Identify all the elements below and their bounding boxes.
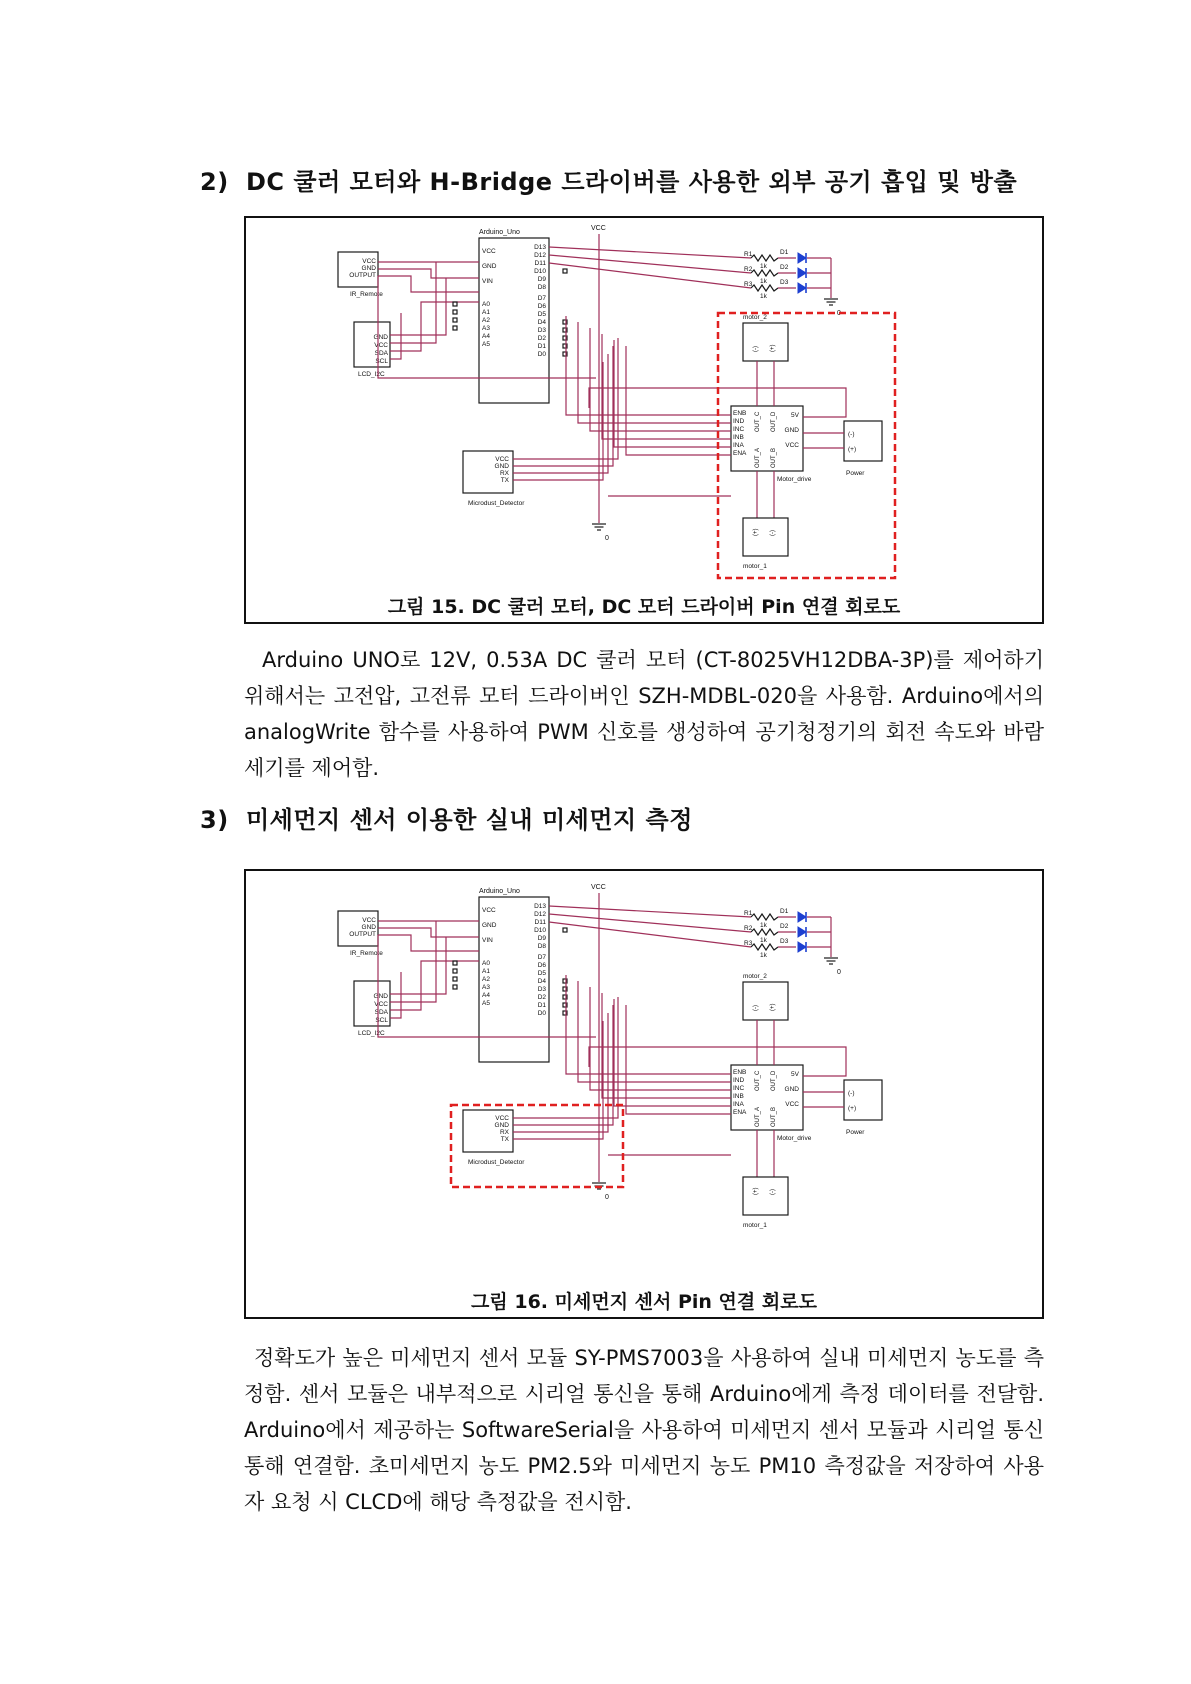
ir-pin: GND bbox=[361, 265, 376, 272]
ir-pin: GND bbox=[361, 924, 376, 931]
diode-symbol bbox=[798, 927, 806, 937]
driver-pin-bottom: OUT_B bbox=[771, 447, 777, 468]
wire bbox=[578, 322, 731, 423]
motor-driver-label: Motor_drive bbox=[777, 1135, 812, 1142]
resistor-value: 1k bbox=[760, 952, 767, 959]
pin-stub bbox=[453, 977, 457, 981]
arduino-pin-left: A3 bbox=[482, 984, 490, 991]
diode-label: D1 bbox=[780, 908, 789, 915]
lcd-pin: SDA bbox=[374, 1009, 388, 1016]
lcd-pin: VCC bbox=[374, 342, 388, 349]
wire bbox=[390, 937, 446, 994]
resistor-label: R2 bbox=[744, 266, 753, 273]
resistor-symbol bbox=[751, 270, 778, 276]
motor-terminal: (+) bbox=[753, 528, 759, 536]
driver-pin-right: VCC bbox=[785, 1101, 799, 1108]
wire bbox=[390, 278, 446, 335]
pin-stub bbox=[453, 961, 457, 965]
driver-pin-top: OUT_C bbox=[755, 411, 761, 432]
arduino-pin-left: A4 bbox=[482, 992, 490, 999]
motor-1-block bbox=[743, 1177, 788, 1215]
arduino-pin-left: VIN bbox=[482, 937, 493, 944]
pin-stub bbox=[453, 969, 457, 973]
diode-symbol bbox=[798, 253, 806, 263]
arduino-pin-right: D7 bbox=[537, 954, 546, 961]
arduino-pin-right: D8 bbox=[537, 943, 546, 950]
motor-2-block bbox=[743, 323, 788, 361]
diode-label: D3 bbox=[780, 938, 789, 945]
wire bbox=[513, 1005, 613, 1125]
section-title: DC 쿨러 모터와 H-Bridge 드라이버를 사용한 외부 공기 흡입 및 방출 bbox=[246, 168, 1018, 196]
diode-label: D2 bbox=[780, 923, 789, 930]
pin-stub bbox=[563, 269, 567, 273]
arduino-pin-right: D6 bbox=[537, 303, 546, 310]
driver-pin-left: ENA bbox=[733, 1109, 747, 1116]
power-label: Power bbox=[846, 1129, 865, 1136]
arduino-pin-right: D0 bbox=[537, 1010, 546, 1017]
arduino-pin-left: A1 bbox=[482, 309, 490, 316]
driver-pin-left: ENB bbox=[733, 1069, 747, 1076]
wire bbox=[513, 346, 613, 466]
motor-terminal: (-) bbox=[753, 346, 759, 352]
motor-1-block bbox=[743, 518, 788, 556]
wire bbox=[378, 928, 479, 937]
arduino-title: Arduino_Uno bbox=[479, 229, 520, 236]
section-3-heading bbox=[200, 800, 693, 835]
wire bbox=[566, 975, 731, 1074]
arduino-pin-right: D12 bbox=[534, 911, 546, 918]
arduino-pin-left: GND bbox=[482, 263, 497, 270]
lcd-label: LCD_I2C bbox=[358, 371, 385, 378]
pin-stub bbox=[453, 318, 457, 322]
schematic-dust-sensor bbox=[246, 871, 1042, 1317]
lcd-pin: VCC bbox=[374, 1001, 388, 1008]
wire bbox=[549, 255, 751, 273]
wire bbox=[390, 961, 479, 1010]
arduino-pin-left: VCC bbox=[482, 907, 496, 914]
diode-symbol bbox=[798, 283, 806, 293]
resistor-value: 1k bbox=[760, 937, 767, 944]
driver-pin-left: INC bbox=[733, 1085, 745, 1092]
power-terminal: (+) bbox=[848, 446, 857, 453]
diode-label: D1 bbox=[780, 249, 789, 256]
arduino-pin-right: D5 bbox=[537, 970, 546, 977]
wire bbox=[513, 354, 608, 473]
ground-label: 0 bbox=[837, 310, 841, 317]
lcd-pin: GND bbox=[373, 334, 388, 341]
highlight-box bbox=[451, 1105, 623, 1187]
lcd-pin: GND bbox=[373, 993, 388, 1000]
arduino-pin-right: D11 bbox=[534, 260, 546, 267]
driver-pin-left: IND bbox=[733, 1077, 745, 1084]
driver-pin-top: OUT_C bbox=[755, 1070, 761, 1091]
driver-pin-left: IND bbox=[733, 418, 745, 425]
arduino-pin-right: D13 bbox=[534, 903, 546, 910]
driver-pin-left: ENB bbox=[733, 410, 747, 417]
wire bbox=[549, 906, 751, 917]
pin-stub bbox=[453, 302, 457, 306]
pin-stub bbox=[453, 310, 457, 314]
microdust-pin: GND bbox=[494, 1122, 509, 1129]
arduino-pin-right: D10 bbox=[534, 268, 546, 275]
driver-pin-right: 5V bbox=[791, 1071, 799, 1078]
diode-symbol bbox=[798, 268, 806, 278]
figure-16-caption: 그림 16. 미세먼지 센서 Pin 연결 회로도 bbox=[471, 1291, 817, 1313]
paragraph-motor-control: Arduino UNO로 12V, 0.53A DC 쿨러 모터 (CT-8025VH12DBA-3P)를 제어하기 위해서는 고전압, 고전류 모터 드라이버인 SZH-MDBL-020을 사용함. Arduino에서의 analogWrite 함수를 사용하여 PWM 신호를 생성하여 공기청정기의 회전 속도와 바람세기를 제어함. bbox=[244, 648, 1044, 780]
ground-label: 0 bbox=[605, 535, 609, 542]
arduino-pin-right: D11 bbox=[534, 919, 546, 926]
resistor-symbol bbox=[751, 255, 778, 261]
resistor-symbol bbox=[751, 929, 778, 935]
pin-stub bbox=[453, 326, 457, 330]
arduino-pin-left: A5 bbox=[482, 341, 490, 348]
pin-stub bbox=[453, 985, 457, 989]
arduino-pin-left: A2 bbox=[482, 976, 490, 983]
resistor-value: 1k bbox=[760, 263, 767, 270]
arduino-pin-right: D13 bbox=[534, 244, 546, 251]
motor-2-label: motor_2 bbox=[743, 973, 767, 980]
arduino-pin-left: A0 bbox=[482, 960, 490, 967]
arduino-pin-right: D12 bbox=[534, 252, 546, 259]
driver-pin-left: INA bbox=[733, 442, 744, 449]
microdust-pin: GND bbox=[494, 463, 509, 470]
lcd-label: LCD_I2C bbox=[358, 1030, 385, 1037]
driver-pin-bottom: OUT_A bbox=[755, 1106, 761, 1127]
arduino-pin-right: D10 bbox=[534, 927, 546, 934]
ir-pin: OUTPUT bbox=[349, 272, 376, 279]
resistor-value: 1k bbox=[760, 278, 767, 285]
arduino-pin-right: D7 bbox=[537, 295, 546, 302]
section-number: 2) bbox=[200, 168, 229, 196]
motor-terminal: (-) bbox=[770, 1189, 776, 1195]
figure-16 bbox=[244, 869, 1044, 1319]
resistor-label: R1 bbox=[744, 910, 753, 917]
lcd-pin: SDA bbox=[374, 350, 388, 357]
driver-pin-left: INA bbox=[733, 1101, 744, 1108]
wire bbox=[378, 269, 479, 278]
resistor-value: 1k bbox=[760, 293, 767, 300]
vcc-label: VCC bbox=[591, 225, 606, 232]
arduino-pin-left: A0 bbox=[482, 301, 490, 308]
driver-pin-right: GND bbox=[784, 427, 799, 434]
highlight-box bbox=[718, 313, 895, 578]
driver-pin-left: INB bbox=[733, 434, 744, 441]
motor-2-label: motor_2 bbox=[743, 314, 767, 321]
arduino-pin-left: A1 bbox=[482, 968, 490, 975]
wire bbox=[549, 263, 751, 288]
microdust-label: Microdust_Detector bbox=[468, 1159, 525, 1166]
power-label: Power bbox=[846, 470, 865, 477]
diode-label: D2 bbox=[780, 264, 789, 271]
arduino-pin-right: D4 bbox=[537, 978, 546, 985]
driver-pin-bottom: OUT_A bbox=[755, 447, 761, 468]
ir-remote-label: IR_Remote bbox=[350, 950, 383, 957]
wire bbox=[513, 1013, 608, 1132]
arduino-pin-left: VCC bbox=[482, 248, 496, 255]
motor-terminal: (+) bbox=[770, 344, 776, 352]
wire bbox=[578, 981, 731, 1082]
driver-pin-bottom: OUT_B bbox=[771, 1106, 777, 1127]
section-number: 3) bbox=[200, 806, 229, 834]
microdust-pin: RX bbox=[499, 470, 509, 477]
driver-pin-right: VCC bbox=[785, 442, 799, 449]
motor-driver-label: Motor_drive bbox=[777, 476, 812, 483]
driver-pin-left: ENA bbox=[733, 450, 747, 457]
arduino-pin-right: D2 bbox=[537, 335, 546, 342]
driver-pin-top: OUT_D bbox=[771, 411, 777, 432]
ir-pin: VCC bbox=[362, 917, 376, 924]
paragraph-dust-sensor: 정확도가 높은 미세먼지 센서 모듈 SY-PMS7003을 사용하여 실내 미세먼지 농도를 측정함. 센서 모듈은 내부적으로 시리얼 통신을 통해 Arduino에게 측정 데이터를 전달함. Arduino에서 제공하는 SoftwareSerial을 사용하여 미세먼지 센서 모듈과 시리얼 통신 통해 연결함. 초미세먼지 농도 PM2.5와 미세먼지 농도 PM10 측정값을 저장하여 사용자 요청 시 CLCD에 해당 측정값을 전시함. bbox=[244, 1346, 1044, 1514]
resistor-symbol bbox=[751, 914, 778, 920]
arduino-pin-right: D8 bbox=[537, 284, 546, 291]
section-title: 미세먼지 센서 이용한 실내 미세먼지 측정 bbox=[246, 806, 693, 834]
arduino-title: Arduino_Uno bbox=[479, 888, 520, 895]
microdust-pin: TX bbox=[500, 477, 509, 484]
driver-pin-left: INC bbox=[733, 426, 745, 433]
power-terminal: (-) bbox=[848, 1090, 855, 1097]
driver-pin-left: INB bbox=[733, 1093, 744, 1100]
section-2-heading bbox=[200, 162, 1017, 197]
motor-terminal: (+) bbox=[753, 1187, 759, 1195]
diode-symbol bbox=[798, 912, 806, 922]
arduino-pin-right: D9 bbox=[537, 935, 546, 942]
wire bbox=[549, 922, 751, 947]
ground-label: 0 bbox=[605, 1194, 609, 1201]
power-block bbox=[844, 1080, 882, 1120]
arduino-pin-left: GND bbox=[482, 922, 497, 929]
driver-pin-right: 5V bbox=[791, 412, 799, 419]
arduino-pin-right: D4 bbox=[537, 319, 546, 326]
microdust-pin: RX bbox=[499, 1129, 509, 1136]
lcd-pin: SCL bbox=[375, 1017, 388, 1024]
wire bbox=[390, 302, 479, 351]
motor-2-block bbox=[743, 982, 788, 1020]
motor-terminal: (-) bbox=[770, 530, 776, 536]
arduino-pin-right: D5 bbox=[537, 311, 546, 318]
arduino-pin-right: D9 bbox=[537, 276, 546, 283]
resistor-label: R2 bbox=[744, 925, 753, 932]
arduino-pin-right: D3 bbox=[537, 327, 546, 334]
power-terminal: (-) bbox=[848, 431, 855, 438]
vcc-label: VCC bbox=[591, 884, 606, 891]
resistor-label: R3 bbox=[744, 940, 753, 947]
pin-stub bbox=[563, 928, 567, 932]
arduino-pin-right: D3 bbox=[537, 986, 546, 993]
power-terminal: (+) bbox=[848, 1105, 857, 1112]
arduino-pin-right: D2 bbox=[537, 994, 546, 1001]
wire bbox=[549, 914, 751, 932]
arduino-pin-right: D0 bbox=[537, 351, 546, 358]
resistor-symbol bbox=[751, 285, 778, 291]
arduino-pin-left: A4 bbox=[482, 333, 490, 340]
motor-1-label: motor_1 bbox=[743, 563, 767, 570]
arduino-pin-right: D6 bbox=[537, 962, 546, 969]
power-block bbox=[844, 421, 882, 461]
diode-symbol bbox=[798, 942, 806, 952]
arduino-pin-right: D1 bbox=[537, 1002, 546, 1009]
microdust-label: Microdust_Detector bbox=[468, 500, 525, 507]
wire bbox=[549, 247, 751, 258]
arduino-pin-left: A3 bbox=[482, 325, 490, 332]
driver-pin-top: OUT_D bbox=[771, 1070, 777, 1091]
figure-15-caption: 그림 15. DC 쿨러 모터, DC 모터 드라이버 Pin 연결 회로도 bbox=[387, 596, 901, 618]
wire bbox=[390, 313, 401, 359]
resistor-symbol bbox=[751, 944, 778, 950]
resistor-value: 1k bbox=[760, 922, 767, 929]
arduino-pin-right: D1 bbox=[537, 343, 546, 350]
wire bbox=[589, 1047, 846, 1076]
driver-pin-right: GND bbox=[784, 1086, 799, 1093]
motor-terminal: (+) bbox=[770, 1003, 776, 1011]
motor-1-label: motor_1 bbox=[743, 1222, 767, 1229]
resistor-label: R3 bbox=[744, 281, 753, 288]
figure-15 bbox=[244, 216, 1044, 624]
schematic-motor-driver bbox=[246, 218, 1042, 622]
microdust-pin: VCC bbox=[495, 456, 509, 463]
microdust-pin: VCC bbox=[495, 1115, 509, 1122]
arduino-pin-left: A5 bbox=[482, 1000, 490, 1007]
diode-label: D3 bbox=[780, 279, 789, 286]
lcd-pin: SCL bbox=[375, 358, 388, 365]
wire bbox=[566, 316, 731, 415]
ir-pin: VCC bbox=[362, 258, 376, 265]
microdust-pin: TX bbox=[500, 1136, 509, 1143]
resistor-label: R1 bbox=[744, 251, 753, 258]
wire bbox=[390, 972, 401, 1018]
ground-label: 0 bbox=[837, 969, 841, 976]
ir-remote-label: IR_Remote bbox=[350, 291, 383, 298]
ir-pin: OUTPUT bbox=[349, 931, 376, 938]
motor-terminal: (-) bbox=[753, 1005, 759, 1011]
arduino-pin-left: A2 bbox=[482, 317, 490, 324]
arduino-pin-left: VIN bbox=[482, 278, 493, 285]
